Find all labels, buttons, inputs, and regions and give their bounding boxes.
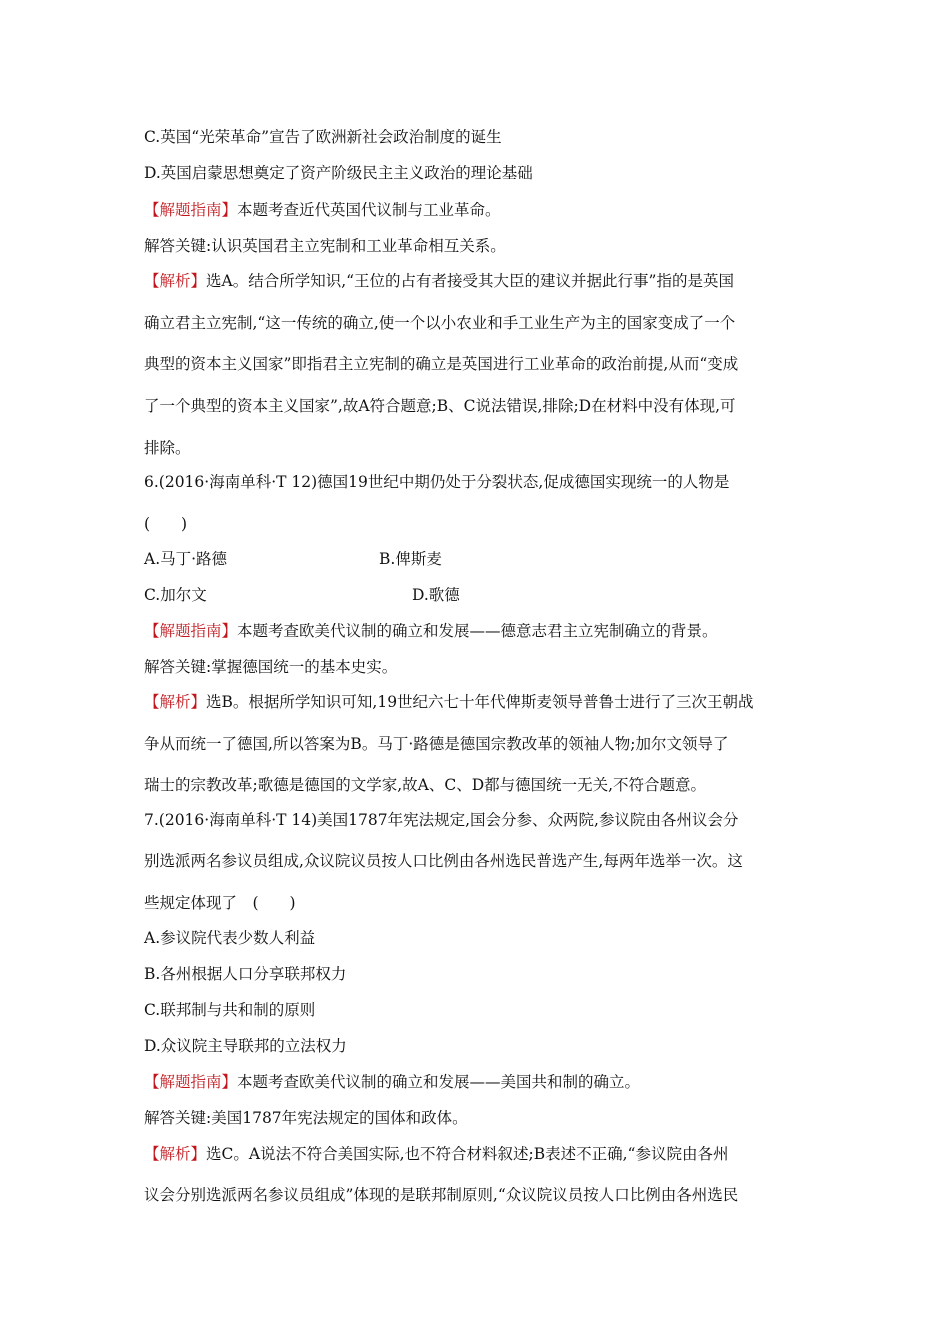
q5-analysis-line [144, 271, 824, 291]
q5-analysis-line: 确立君主立宪制,“这一传统的确立,使一个以小农业和手工业生产为主的国家变成了一个 [144, 314, 736, 332]
guide-text: 本题考查近代英国代议制与工业革命。 [237, 201, 501, 219]
q6-option-c: C.加尔文 [144, 586, 207, 604]
q7-stem: 些规定体现了 ( ) [144, 894, 296, 912]
q7-analysis-line: 议会分别选派两名参议员组成”体现的是联邦制原则,“众议院议员按人口比例由各州选民 [144, 1186, 739, 1204]
q5-analysis-line: 典型的资本主义国家”即指君主立宪制的确立是英国进行工业革命的政治前提,从而“变成 [144, 355, 739, 373]
q6-option-a: A.马丁·路德 [144, 550, 228, 568]
guide-tag: 【解题指南】 [144, 201, 238, 219]
q5-option-c: C.英国“光荣革命”宣告了欧洲新社会政治制度的诞生 [144, 128, 502, 146]
q6-options-cd [144, 585, 824, 605]
q6-key: 解答关键:掌握德国统一的基本史实。 [144, 658, 398, 676]
q7-stem: 别选派两名参议员组成,众议院议员按人口比例由各州选民普选产生,每两年选举一次。这 [144, 852, 743, 870]
q6-option-b: B.俾斯麦 [379, 550, 442, 568]
q6-stem-bracket: ( ) [144, 515, 188, 533]
q7-analysis-line [144, 1144, 824, 1164]
q6-options-ab [144, 549, 824, 569]
q7-key: 解答关键:美国1787年宪法规定的国体和政体。 [144, 1109, 468, 1127]
q6-guide [144, 621, 824, 641]
q5-guide [144, 200, 824, 220]
q6-analysis-line [144, 692, 824, 712]
analysis-tag: 【解析】 [144, 693, 207, 711]
q7-option-d: D.众议院主导联邦的立法权力 [144, 1037, 347, 1055]
q6-analysis-line: 瑞士的宗教改革;歌德是德国的文学家,故A、C、D都与德国统一无关,不符合题意。 [144, 776, 707, 794]
guide-tag: 【解题指南】 [144, 1073, 238, 1091]
q5-option-d: D.英国启蒙思想奠定了资产阶级民主主义政治的理论基础 [144, 164, 533, 182]
guide-text: 本题考查欧美代议制的确立和发展——德意志君主立宪制确立的背景。 [237, 622, 718, 640]
q7-guide [144, 1072, 824, 1092]
guide-tag: 【解题指南】 [144, 622, 238, 640]
q6-option-d: D.歌德 [412, 586, 460, 604]
q7-option-c: C.联邦制与共和制的原则 [144, 1001, 316, 1019]
guide-text: 本题考查欧美代议制的确立和发展——美国共和制的确立。 [237, 1073, 641, 1091]
q6-stem: 6.(2016·海南单科·T 12)德国19世纪中期仍处于分裂状态,促成德国实现统一的人物是 [144, 473, 730, 491]
q7-stem: 7.(2016·海南单科·T 14)美国1787年宪法规定,国会分参、众两院,参议院由各州议会分 [144, 811, 739, 829]
analysis-text: 选C。A说法不符合美国实际,也不符合材料叙述;B表述不正确,“参议院由各州 [206, 1145, 729, 1163]
analysis-text: 选B。根据所学知识可知,19世纪六七十年代俾斯麦领导普鲁士进行了三次王朝战 [206, 693, 754, 711]
analysis-tag: 【解析】 [144, 272, 207, 290]
q5-analysis-line: 了一个典型的资本主义国家”,故A符合题意;B、C说法错误,排除;D在材料中没有体现,可 [144, 397, 736, 415]
q7-option-a: A.参议院代表少数人利益 [144, 929, 316, 947]
analysis-text: 选A。结合所学知识,“王位的占有者接受其大臣的建议并据此行事”指的是英国 [206, 272, 734, 290]
analysis-tag: 【解析】 [144, 1145, 207, 1163]
q6-analysis-line: 争从而统一了德国,所以答案为B。马丁·路德是德国宗教改革的领袖人物;加尔文领导了 [144, 735, 729, 753]
q5-key: 解答关键:认识英国君主立宪制和工业革命相互关系。 [144, 237, 506, 255]
q5-analysis-line: 排除。 [144, 439, 191, 457]
q7-option-b: B.各州根据人口分享联邦权力 [144, 965, 347, 983]
